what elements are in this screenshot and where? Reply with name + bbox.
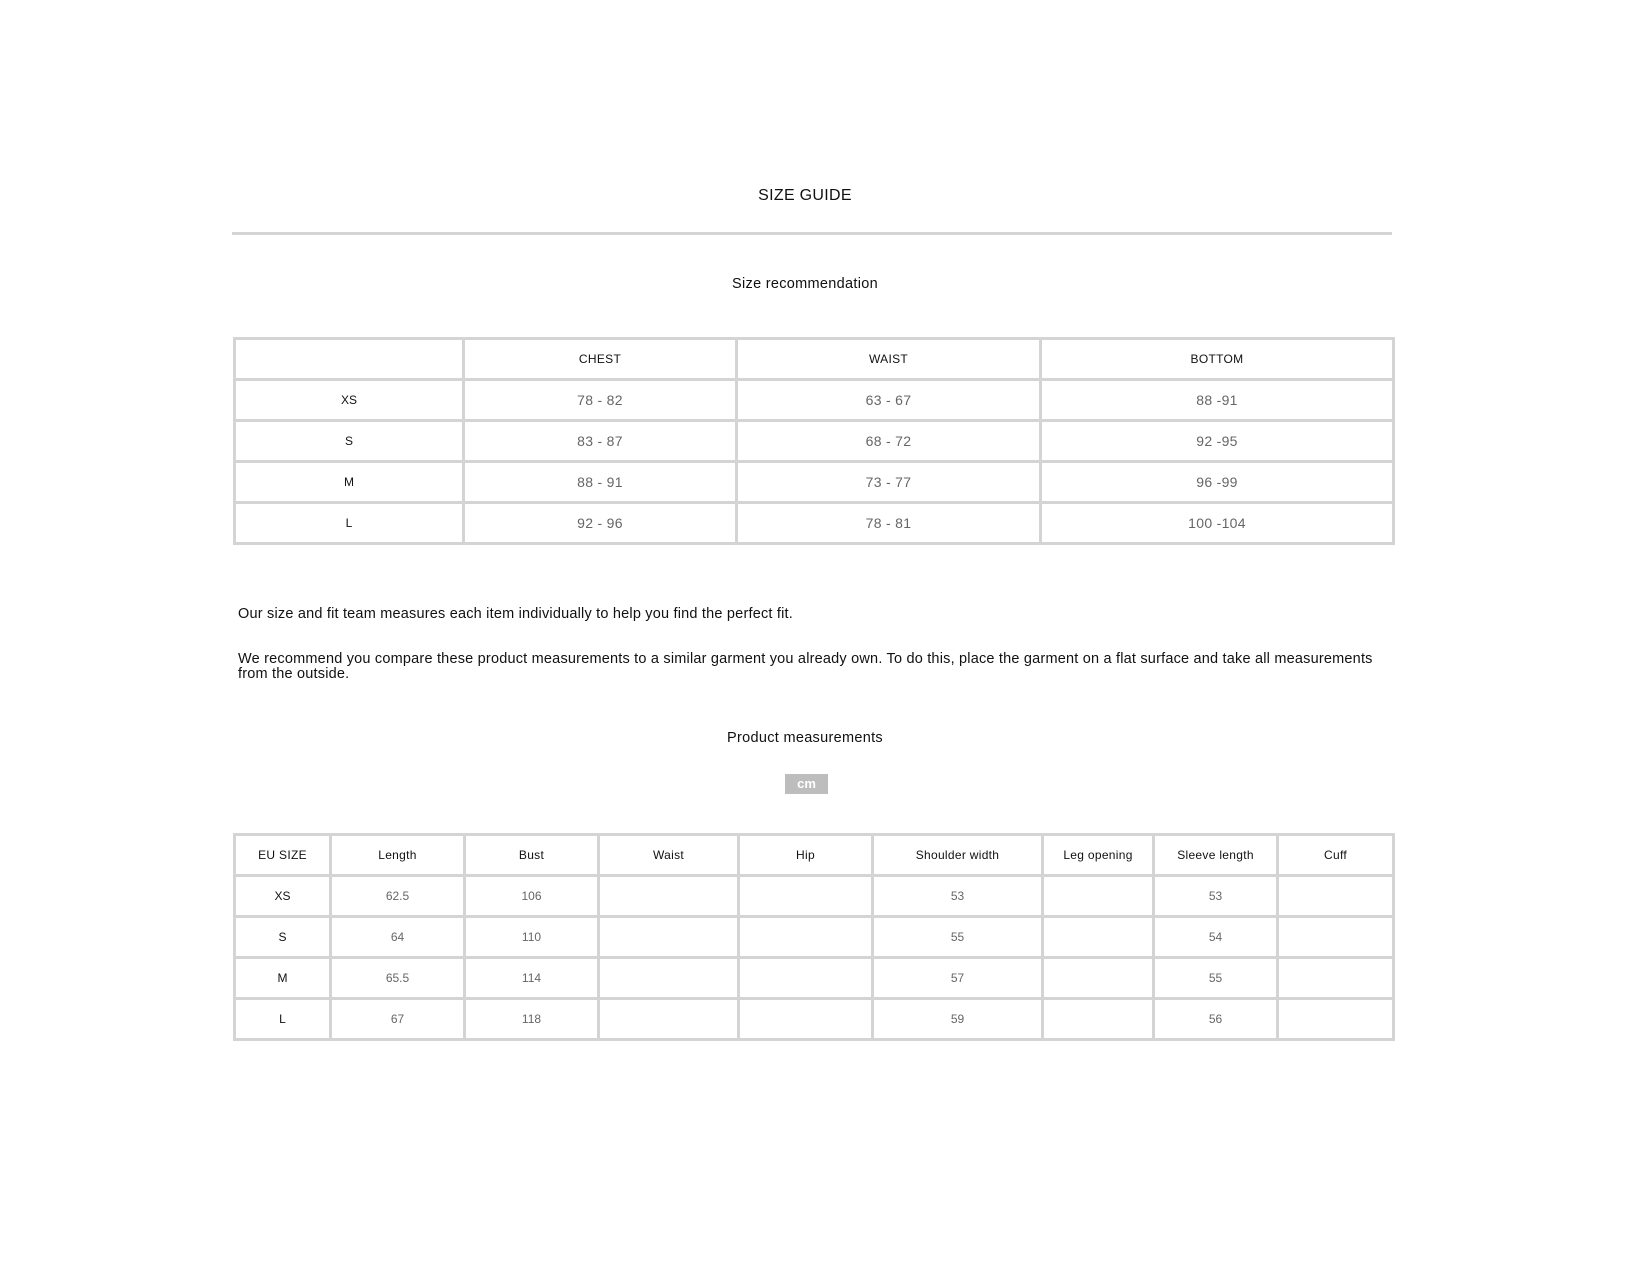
product-measurements-title: Product measurements (727, 730, 883, 746)
cuff-cell (1278, 999, 1394, 1040)
hip-cell (739, 999, 873, 1040)
sleeve-length-cell: 55 (1154, 958, 1278, 999)
leg-opening-cell (1043, 958, 1154, 999)
leg-opening-cell (1043, 917, 1154, 958)
sleeve-length-cell: 54 (1154, 917, 1278, 958)
column-header-bottom: BOTTOM (1041, 339, 1394, 380)
cuff-cell (1278, 876, 1394, 917)
chest-cell: 92 - 96 (464, 503, 737, 544)
shoulder-width-cell: 59 (873, 999, 1043, 1040)
bust-cell: 110 (465, 917, 599, 958)
column-header-sleeve-length: Sleeve length (1154, 835, 1278, 876)
size-cell: L (235, 999, 331, 1040)
sleeve-length-cell: 53 (1154, 876, 1278, 917)
compare-paragraph: We recommend you compare these product measurements to a similar garment you already own. To do this, place the garment on a flat surface and take all measurements from the outside. (238, 651, 1373, 682)
sleeve-length-cell: 56 (1154, 999, 1278, 1040)
table-row (235, 958, 1394, 999)
length-cell: 67 (331, 999, 465, 1040)
column-header-hip: Hip (739, 835, 873, 876)
hip-cell (739, 876, 873, 917)
shoulder-width-cell: 53 (873, 876, 1043, 917)
chest-cell: 78 - 82 (464, 380, 737, 421)
bottom-cell: 88 -91 (1041, 380, 1394, 421)
table-header-row (235, 339, 1394, 380)
column-header-waist: WAIST (737, 339, 1041, 380)
table-row (235, 999, 1394, 1040)
bust-cell: 118 (465, 999, 599, 1040)
column-header-shoulder-width: Shoulder width (873, 835, 1043, 876)
cuff-cell (1278, 917, 1394, 958)
table-row (235, 876, 1394, 917)
table-row (235, 503, 1394, 544)
column-header-waist: Waist (599, 835, 739, 876)
title-divider (232, 232, 1392, 235)
cuff-cell (1278, 958, 1394, 999)
length-cell: 64 (331, 917, 465, 958)
column-header-eu-size: EU SIZE (235, 835, 331, 876)
length-cell: 65.5 (331, 958, 465, 999)
unit-badge: cm (785, 774, 828, 794)
leg-opening-cell (1043, 876, 1154, 917)
waist-cell (599, 917, 739, 958)
bottom-cell: 100 -104 (1041, 503, 1394, 544)
waist-cell: 63 - 67 (737, 380, 1041, 421)
column-header-length: Length (331, 835, 465, 876)
waist-cell (599, 999, 739, 1040)
column-header-chest: CHEST (464, 339, 737, 380)
chest-cell: 83 - 87 (464, 421, 737, 462)
size-cell: S (235, 917, 331, 958)
column-header-leg-opening: Leg opening (1043, 835, 1154, 876)
table-row (235, 917, 1394, 958)
hip-cell (739, 958, 873, 999)
size-cell: XS (235, 380, 464, 421)
size-cell: L (235, 503, 464, 544)
table-row (235, 462, 1394, 503)
shoulder-width-cell: 55 (873, 917, 1043, 958)
page-title: SIZE GUIDE (758, 187, 852, 204)
hip-cell (739, 917, 873, 958)
waist-cell (599, 958, 739, 999)
table-row (235, 380, 1394, 421)
fit-team-paragraph: Our size and fit team measures each item individually to help you find the perfect fit. (238, 606, 793, 622)
bottom-cell: 96 -99 (1041, 462, 1394, 503)
column-header-bust: Bust (465, 835, 599, 876)
bottom-cell: 92 -95 (1041, 421, 1394, 462)
waist-cell: 78 - 81 (737, 503, 1041, 544)
bust-cell: 106 (465, 876, 599, 917)
size-cell: M (235, 958, 331, 999)
product-measurements-table (233, 833, 1395, 1041)
leg-opening-cell (1043, 999, 1154, 1040)
column-header-size (235, 339, 464, 380)
shoulder-width-cell: 57 (873, 958, 1043, 999)
waist-cell: 73 - 77 (737, 462, 1041, 503)
size-recommendation-table (233, 337, 1395, 545)
waist-cell (599, 876, 739, 917)
table-row (235, 421, 1394, 462)
size-cell: XS (235, 876, 331, 917)
size-cell: S (235, 421, 464, 462)
size-cell: M (235, 462, 464, 503)
length-cell: 62.5 (331, 876, 465, 917)
chest-cell: 88 - 91 (464, 462, 737, 503)
column-header-cuff: Cuff (1278, 835, 1394, 876)
waist-cell: 68 - 72 (737, 421, 1041, 462)
bust-cell: 114 (465, 958, 599, 999)
table-header-row (235, 835, 1394, 876)
size-recommendation-title: Size recommendation (732, 276, 878, 292)
